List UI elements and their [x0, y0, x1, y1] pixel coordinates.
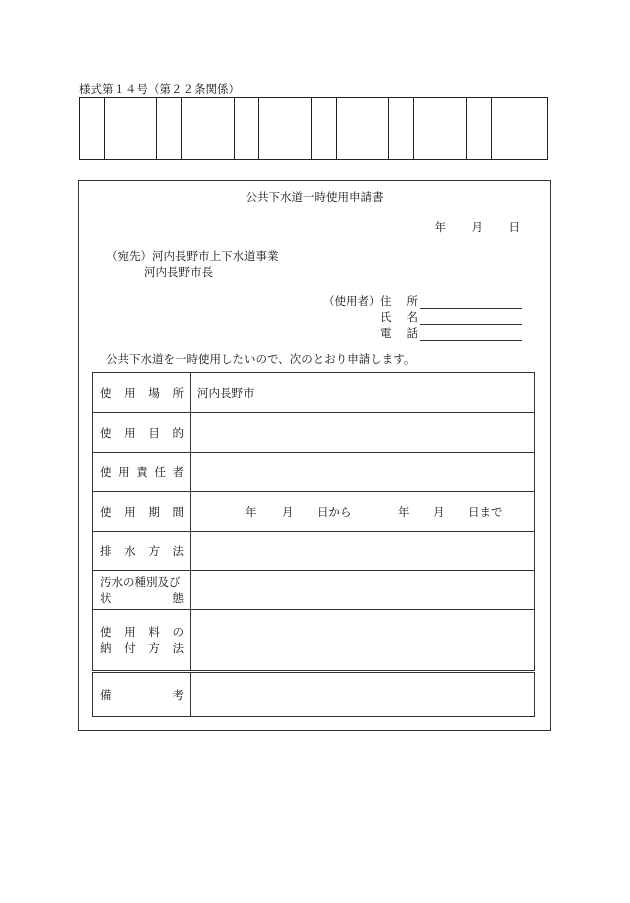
label-char: 任 — [154, 465, 166, 479]
name-label — [380, 309, 418, 325]
remarks-label — [93, 672, 191, 717]
application-statement: 公共下水道を一時使用したいので、次のとおり申請します。 — [106, 352, 416, 366]
addressee — [106, 248, 279, 280]
table-row-period — [93, 492, 535, 532]
addressee-line2: 河内長野市長 — [144, 265, 213, 279]
sewage-type-value[interactable] — [191, 571, 535, 610]
label-line: 汚水の種別及び — [100, 575, 181, 589]
form-number: 様式第１４号（第２２条関係） — [79, 82, 240, 96]
label-char: 方 — [148, 544, 160, 558]
label-char: 態 — [172, 591, 184, 605]
label-char: 法 — [172, 641, 184, 655]
addressee-line1: 河内長野市上下水道事業 — [152, 249, 279, 263]
name-input-line[interactable] — [420, 313, 522, 325]
period-label — [93, 492, 191, 532]
fee-payment-label — [93, 610, 191, 672]
label-char: 所 — [172, 385, 184, 400]
label-char: 水 — [124, 544, 136, 558]
period-value[interactable] — [191, 492, 535, 532]
responsible-label — [93, 453, 191, 492]
stamp-cell — [235, 98, 259, 159]
stamp-cell — [312, 98, 337, 159]
date-month-label: 月 — [471, 220, 483, 234]
applicant-label: （使用者） — [323, 294, 381, 308]
application-form — [78, 180, 551, 731]
period-to-month: 月 — [433, 504, 445, 519]
stamp-cell — [337, 98, 389, 159]
table-row-remarks — [93, 672, 535, 717]
label-char: 排 — [100, 544, 112, 558]
addressee-prefix: （宛先） — [106, 249, 152, 263]
label-char: 使 — [100, 625, 112, 639]
name-label-char: 名 — [406, 310, 418, 324]
phone-input-line[interactable] — [420, 329, 522, 341]
table-row-sewage-type — [93, 571, 535, 610]
application-date[interactable] — [435, 219, 521, 235]
label-char: 付 — [124, 641, 136, 655]
stamp-cell — [492, 98, 547, 159]
phone-label-char: 話 — [406, 326, 418, 340]
period-from-month: 月 — [282, 504, 294, 519]
address-label-char: 住 — [380, 294, 392, 308]
fee-payment-value[interactable] — [191, 610, 535, 672]
label-char: 方 — [148, 641, 160, 655]
sewage-type-label — [93, 571, 191, 610]
label-char: 使 — [100, 385, 112, 400]
name-label-char: 氏 — [380, 310, 392, 324]
stamp-cell — [182, 98, 235, 159]
label-char: 場 — [148, 385, 160, 400]
date-year-label: 年 — [434, 220, 446, 234]
label-char: 的 — [172, 425, 184, 440]
label-char: 使 — [100, 504, 112, 519]
date-day-label: 日 — [508, 220, 520, 234]
table-row-purpose — [93, 413, 535, 453]
label-char: 者 — [172, 465, 184, 479]
label-char: 状 — [100, 591, 112, 605]
label-char: 用 — [124, 504, 136, 519]
label-char: 目 — [148, 425, 160, 440]
purpose-label — [93, 413, 191, 453]
phone-label-char: 電 — [380, 326, 392, 340]
location-label — [93, 373, 191, 413]
remarks-value[interactable] — [191, 672, 535, 717]
label-char: 納 — [100, 641, 112, 655]
phone-field[interactable] — [380, 325, 522, 341]
table-row-fee — [93, 610, 535, 672]
period-to-day: 日まで — [468, 504, 503, 519]
responsible-value[interactable] — [191, 453, 535, 492]
label-char: 考 — [172, 687, 184, 702]
label-char: 使 — [100, 425, 112, 440]
label-char: 法 — [172, 544, 184, 558]
label-char: 用 — [124, 425, 136, 440]
drainage-value[interactable] — [191, 532, 535, 571]
stamp-cell — [80, 98, 105, 159]
label-char: 備 — [100, 687, 112, 702]
address-field[interactable] — [380, 293, 522, 309]
form-title: 公共下水道一時使用申請書 — [245, 190, 384, 204]
table-row-responsible — [93, 453, 535, 492]
period-from-day: 日から — [317, 504, 352, 519]
stamp-cell — [157, 98, 182, 159]
label-char: 用 — [124, 625, 136, 639]
label-char: 用 — [124, 385, 136, 400]
table-row-location — [93, 373, 535, 413]
period-to-year: 年 — [398, 504, 410, 519]
application-table — [92, 372, 535, 717]
label-char: 間 — [172, 504, 184, 519]
period-from-year: 年 — [245, 504, 257, 519]
drainage-label — [93, 532, 191, 571]
stamp-cell — [414, 98, 467, 159]
location-value[interactable]: 河内長野市 — [191, 373, 535, 413]
address-label-char: 所 — [406, 294, 418, 308]
stamp-cell — [259, 98, 312, 159]
receipt-stamp-strip — [79, 97, 548, 160]
label-char: 責 — [136, 465, 148, 479]
address-label — [380, 293, 418, 309]
applicant-fields — [380, 293, 522, 341]
address-input-line[interactable] — [420, 297, 522, 309]
label-char: 使 — [100, 465, 112, 479]
stamp-cell — [467, 98, 492, 159]
name-field[interactable] — [380, 309, 522, 325]
purpose-value[interactable] — [191, 413, 535, 453]
label-char: 用 — [118, 465, 130, 479]
label-char: 期 — [148, 504, 160, 519]
table-row-drainage — [93, 532, 535, 571]
stamp-cell — [389, 98, 414, 159]
stamp-cell — [105, 98, 157, 159]
phone-label — [380, 325, 418, 341]
label-char: 料 — [148, 625, 160, 639]
label-char: の — [172, 625, 184, 639]
